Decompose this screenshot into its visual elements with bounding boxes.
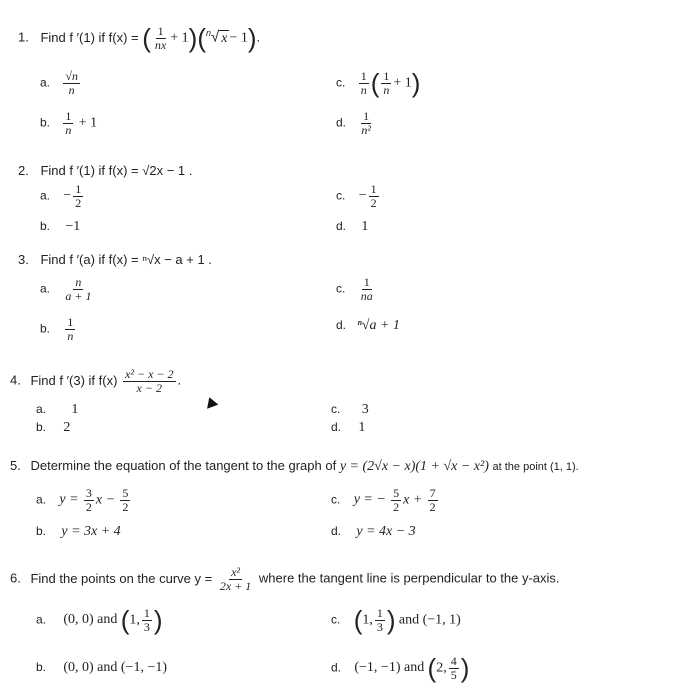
q4-choice-a[interactable]: a. 1 xyxy=(36,402,79,417)
q1-number: 1. xyxy=(18,29,29,45)
q5-choice-b[interactable]: b. y = 3x + 4 xyxy=(36,524,121,539)
q6-suffix: where the tangent line is perpendicular to the y-axis. xyxy=(258,570,560,586)
q3-text: Find f ′(a) if f(x) = ⁿ√x − a + 1 . xyxy=(40,252,212,267)
q3-number: 3. xyxy=(18,252,29,267)
q3-choice-a[interactable]: a. $\frac{n}{a + 1}$ xyxy=(40,275,92,303)
q4-choice-c[interactable]: c. 3 xyxy=(331,402,369,417)
q1-minus: − 1 xyxy=(229,30,248,46)
q6-number: 6. xyxy=(10,570,21,586)
q2-text: Find f ′(1) if f(x) = √2x − 1 . xyxy=(40,163,193,178)
q1-prefix: Find f ′(1) if f(x) = xyxy=(40,29,139,45)
q2-choice-b[interactable]: b. −1 xyxy=(40,219,81,234)
q2-choice-c[interactable]: c. − $\frac{1}{2}$ xyxy=(336,182,377,210)
q6-choice-c[interactable]: c. (1, $\frac{1}{3}$ ) and (−1, 1) xyxy=(331,605,461,636)
q5-choice-c[interactable]: c. y = − $\frac{5}{2}$ x + $\frac{7}{2}$ xyxy=(331,486,436,514)
question-6 xyxy=(10,566,560,592)
q4-prefix: Find f ′(3) if f(x) xyxy=(30,372,118,388)
q5-choice-a[interactable]: a. y = $\frac{3}{2}$ x − $\frac{5}{2}$ xyxy=(36,486,129,514)
question-5 xyxy=(10,458,579,475)
q5-suffix: at the point (1, 1). xyxy=(492,461,579,473)
q5-prefix: Determine the equation of the tangent to the graph of xyxy=(30,458,337,473)
q1-paren: ( xyxy=(142,23,151,54)
q4-fraction: $\frac{\text{x² − x − 2}}{x - 2}$ xyxy=(125,367,174,395)
q4-number: 4. xyxy=(10,372,21,388)
q1-choice-c[interactable]: c. $\frac{1}{n}$ ( $\frac{1}{n}$ + 1) xyxy=(336,68,421,99)
q4-choice-d[interactable]: d. 1 xyxy=(331,420,366,435)
q2-choice-d[interactable]: d. 1 xyxy=(336,219,369,234)
q1-root-index: n xyxy=(205,28,211,39)
q2-number: 2. xyxy=(18,163,29,178)
q6-fraction: $\frac{\text{x²}}{2x + 1}$ xyxy=(219,565,252,593)
q3-choice-d[interactable]: d. ⁿ√a + 1 xyxy=(336,318,400,333)
q6-choice-d[interactable]: d. (−1, −1) and (2, $\frac{4}{5}$ ) xyxy=(331,653,470,684)
question-2 xyxy=(18,163,192,178)
q1-choice-a[interactable]: a. $\frac{√n}{n}$ xyxy=(40,69,78,97)
q5-choice-d[interactable]: d. y = 4x − 3 xyxy=(331,524,416,539)
question-1: 1. Find f ′(1) if f(x) = ( $\frac{1}{nx}$ + 1)($^n$√ x − 1). xyxy=(18,23,261,54)
q5-equation: y = (2√x − x)(1 + √x − x²) xyxy=(339,459,489,474)
q6-choice-b[interactable]: b. (0, 0) and (−1, −1) xyxy=(36,660,168,675)
q5-number: 5. xyxy=(10,458,21,473)
q2-choice-a[interactable]: a. − $\frac{1}{2}$ xyxy=(40,182,82,210)
q1-choice-b[interactable]: b. $\frac{1}{n}$ + 1 xyxy=(40,109,98,137)
q6-choice-a[interactable]: a. (0, 0) and (1, $\frac{1}{3}$ ) xyxy=(36,605,163,636)
q1-plus: + 1 xyxy=(170,30,189,46)
mouse-cursor-icon xyxy=(204,395,219,409)
q3-choice-c[interactable]: c. $\frac{1}{na}$ xyxy=(336,275,373,303)
q6-prefix: Find the points on the curve y = xyxy=(30,570,213,586)
q1-choice-d[interactable]: d. $\frac{1}{\text{n²}}$ xyxy=(336,109,371,137)
question-3 xyxy=(18,252,212,267)
q3-choice-b[interactable]: b. $\frac{1}{n}$ xyxy=(40,315,74,343)
question-4: 4. Find f ′(3) if f(x) $\frac{\text{x² − x − 2}}{x - 2}$ . xyxy=(10,367,182,395)
q1-fraction: $\frac{1}{nx}$ xyxy=(154,24,167,52)
q4-choice-b[interactable]: b. 2 xyxy=(36,420,71,435)
q1-root-body: x xyxy=(221,30,228,46)
